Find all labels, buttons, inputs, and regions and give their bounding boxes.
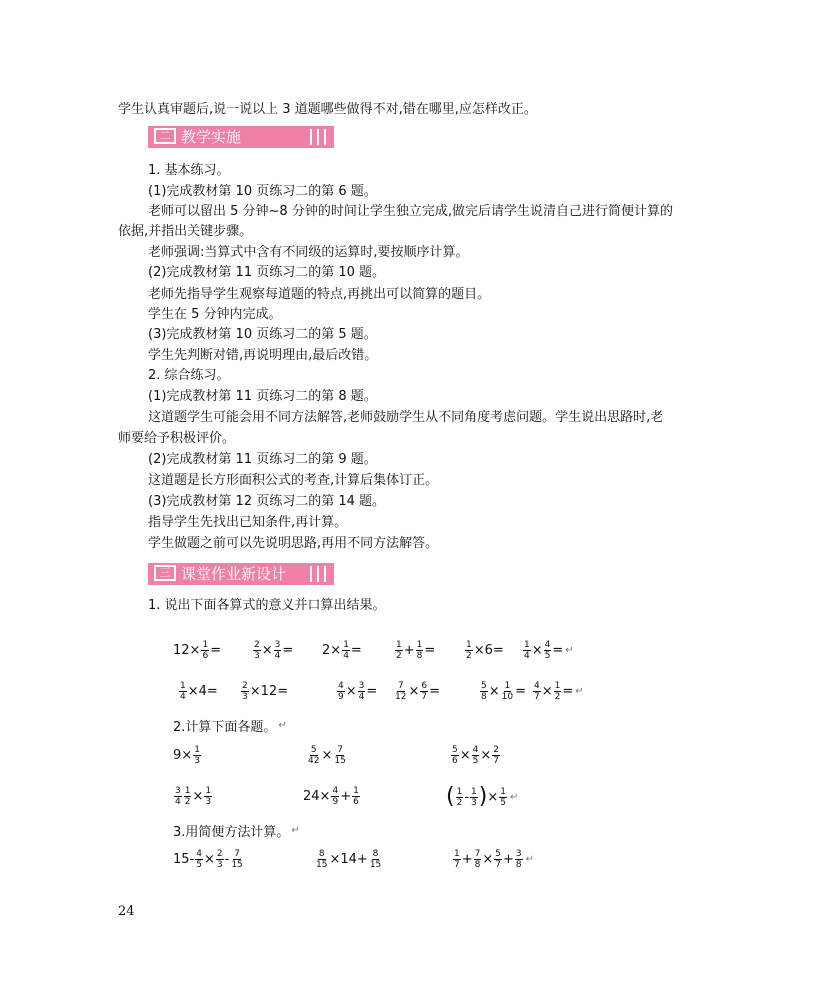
fraction: $\frac{1}{3}$ — [194, 745, 200, 766]
fraction: $\frac{5}{8}$ — [481, 681, 487, 702]
fraction: $\frac{4}{5}$ — [544, 640, 551, 661]
return-mark: ↵ — [510, 791, 519, 803]
fraction: $\frac{5}{42}$ — [308, 745, 320, 766]
expression: $\frac{1}{2}$ + $\frac{1}{8}$ = — [396, 640, 436, 661]
expression: $\frac{8}{15}$ × 14 + $\frac{8}{15}$ — [316, 849, 382, 870]
body-line: 1. 基本练习。 — [148, 163, 230, 178]
fraction: $\frac{4}{7}$ — [534, 681, 540, 702]
body-line: 这道题是长方形面积公式的考查,计算后集体订正。 — [148, 473, 439, 488]
body-line: (1)完成教材第 10 页练习二的第 6 题。 — [148, 184, 377, 199]
section-title: 课堂作业新设计 — [181, 565, 287, 583]
expression: $\frac{2}{3}$ × 12 = — [242, 681, 289, 702]
intro-text: 学生认真审题后,说一说以上 3 道题哪些做得不对,错在哪里,应怎样改正。 — [118, 102, 537, 117]
question-2: 2.计算下面各题。 ↵ — [173, 720, 287, 735]
section-banner-3 — [148, 563, 334, 585]
fraction: $\frac{3}{8}$ — [515, 849, 522, 870]
fraction: $\frac{1}{2}$ — [184, 786, 191, 807]
body-line: 师要给予积极评价。 — [118, 431, 236, 446]
return-mark: ↵ — [278, 720, 287, 731]
section-number: 二 — [154, 128, 176, 144]
return-mark: ↵ — [525, 854, 535, 865]
banner-stripes — [310, 566, 326, 582]
page-number: 24 — [118, 904, 135, 919]
fraction: $\frac{1}{4}$ — [180, 681, 186, 702]
fraction: $\frac{1}{6}$ — [353, 786, 359, 807]
fraction: $\frac{4}{9}$ — [332, 786, 339, 807]
fraction: $\frac{1}{2}$ — [456, 786, 463, 808]
fraction: $\frac{7}{15}$ — [334, 745, 346, 766]
fraction: $\frac{2}{3}$ — [216, 849, 223, 870]
expression: 24 × $\frac{4}{9}$ + $\frac{1}{6}$ — [303, 786, 359, 807]
fraction: $\frac{1}{3}$ — [471, 786, 477, 808]
expression: $\frac{7}{12}$ × $\frac{6}{7}$ = — [395, 681, 440, 702]
expression: ( $\frac{1}{2}$ - $\frac{1}{3}$ ) × $\frac{1}{5}$ ↵ — [446, 784, 519, 809]
body-line: 老师先指导学生观察每道题的特点,再挑出可以简算的题目。 — [148, 287, 491, 302]
fraction: $\frac{6}{7}$ — [421, 681, 428, 702]
body-line: (1)完成教材第 11 页练习二的第 8 题。 — [148, 389, 377, 404]
fraction: $\frac{4}{9}$ — [338, 681, 344, 702]
expression: $\frac{4}{7}$ × $\frac{1}{2}$ = ↵ — [534, 681, 584, 702]
expression: $\frac{1}{4}$ × 4 = — [180, 681, 218, 702]
expression: $\frac{3}{4}$ $\frac{1}{2}$ × $\frac{1}{3}$ — [175, 786, 212, 807]
fraction: $\frac{5}{6}$ — [452, 745, 458, 766]
banner-stripes — [310, 129, 326, 145]
fraction: $\frac{4}{5}$ — [472, 745, 479, 766]
expression: $\frac{1}{2}$ × 6 = — [466, 640, 504, 661]
fraction: $\frac{1}{4}$ — [524, 640, 530, 661]
fraction: $\frac{7}{15}$ — [231, 849, 243, 870]
return-mark: ↵ — [291, 825, 300, 836]
section-title: 教学实施 — [181, 128, 242, 146]
fraction: $\frac{8}{15}$ — [316, 849, 328, 870]
body-line: 这道题学生可能会用不同方法解答,老师鼓励学生从不同角度考虑问题。学生说出思路时,老 — [148, 410, 664, 425]
expression: 12 × $\frac{1}{6}$ = — [173, 640, 222, 661]
body-line: 学生先判断对错,再说明理由,最后改错。 — [148, 348, 378, 363]
body-line: 老师可以留出 5 分钟~8 分钟的时间让学生独立完成,做完后请学生说清自己进行简便计算的 — [148, 204, 673, 219]
body-line: (2)完成教材第 11 页练习二的第 9 题。 — [148, 452, 377, 467]
expression: $\frac{5}{6}$ × $\frac{4}{5}$ × $\frac{2}{7}$ — [452, 745, 500, 766]
fraction: $\frac{8}{15}$ — [369, 849, 382, 870]
return-mark: ↵ — [575, 686, 584, 697]
fraction: $\frac{7}{8}$ — [474, 849, 481, 870]
fraction: $\frac{1}{3}$ — [205, 786, 212, 807]
fraction: $\frac{1}{2}$ — [466, 640, 472, 661]
expression: $\frac{1}{7}$ + $\frac{7}{8}$ × $\frac{5}{7}$ + $\frac{3}{8}$ ↵ — [454, 849, 535, 870]
body-line: 依据,并指出关键步骤。 — [118, 224, 253, 239]
expression: 15 - $\frac{4}{5}$ × $\frac{2}{3}$ - $\frac{7}{15}$ — [173, 849, 243, 870]
return-mark: ↵ — [565, 645, 574, 656]
fraction: $\frac{1}{4}$ — [343, 640, 349, 661]
fraction: $\frac{3}{4}$ — [358, 681, 365, 702]
body-line: (3)完成教材第 10 页练习二的第 5 题。 — [148, 327, 377, 342]
fraction: $\frac{7}{12}$ — [395, 681, 407, 702]
body-line: 学生做题之前可以先说明思路,再用不同方法解答。 — [148, 536, 439, 551]
question-3: 3.用简便方法计算。 ↵ — [173, 825, 300, 840]
fraction: $\frac{1}{6}$ — [202, 640, 209, 661]
fraction: $\frac{1}{10}$ — [501, 681, 514, 702]
question-1: 1. 说出下面各算式的意义并口算出结果。 — [148, 598, 386, 613]
fraction: $\frac{1}{5}$ — [500, 786, 506, 808]
fraction: $\frac{3}{4}$ — [175, 786, 181, 807]
section-banner-2 — [148, 126, 334, 148]
fraction: $\frac{1}{2}$ — [396, 640, 402, 661]
body-line: (2)完成教材第 11 页练习二的第 10 题。 — [148, 265, 386, 280]
expression: 2 × $\frac{1}{4}$ = — [322, 640, 362, 661]
expression: $\frac{5}{8}$ × $\frac{1}{10}$ = — [481, 681, 526, 702]
fraction: $\frac{4}{5}$ — [196, 849, 202, 870]
body-line: (3)完成教材第 12 页练习二的第 14 题。 — [148, 494, 386, 509]
fraction: $\frac{2}{3}$ — [242, 681, 248, 702]
fraction: $\frac{5}{7}$ — [495, 849, 502, 870]
expression: $\frac{5}{42}$ × $\frac{7}{15}$ — [308, 745, 346, 766]
fraction: $\frac{1}{8}$ — [416, 640, 423, 661]
fraction: $\frac{2}{7}$ — [493, 745, 500, 766]
body-line: 2. 综合练习。 — [148, 368, 230, 383]
body-line: 老师强调:当算式中含有不同级的运算时,要按顺序计算。 — [148, 245, 469, 260]
expression: $\frac{1}{4}$ × $\frac{4}{5}$ = ↵ — [524, 640, 574, 661]
fraction: $\frac{3}{4}$ — [274, 640, 281, 661]
body-line: 学生在 5 分钟内完成。 — [148, 307, 282, 322]
section-number: 三 — [154, 565, 176, 581]
expression: $\frac{2}{3}$ × $\frac{3}{4}$ = — [254, 640, 294, 661]
expression: $\frac{4}{9}$ × $\frac{3}{4}$ = — [338, 681, 378, 702]
fraction: $\frac{1}{2}$ — [554, 681, 561, 702]
fraction: $\frac{2}{3}$ — [254, 640, 260, 661]
body-line: 指导学生先找出已知条件,再计算。 — [148, 515, 348, 530]
fraction: $\frac{1}{7}$ — [454, 849, 460, 870]
expression: 9 × $\frac{1}{3}$ — [173, 745, 200, 766]
